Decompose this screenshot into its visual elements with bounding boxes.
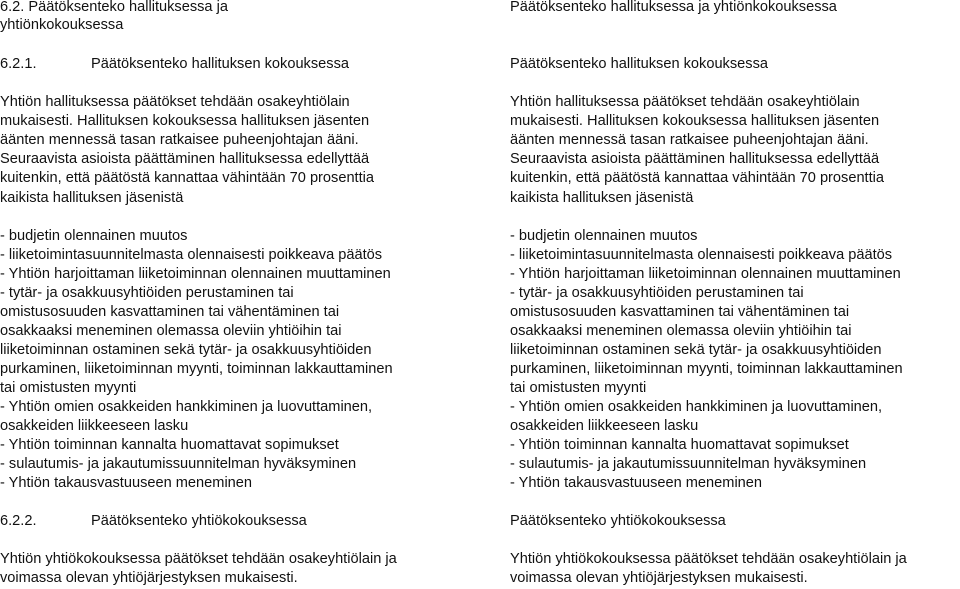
paragraph-line: Yhtiön hallituksessa päätökset tehdään osakeyhtiölain bbox=[0, 94, 350, 110]
paragraph-line: kuitenkin, että päätöstä kannattaa vähintään 70 prosenttia bbox=[0, 170, 375, 186]
paragraph-line: kaikista hallituksen jäsenistä bbox=[510, 190, 694, 206]
paragraph-line: mukaisesti. Hallituksen kokouksessa hallituksen jäsenten bbox=[510, 113, 880, 129]
list-item: liiketoiminnan ostaminen sekä tytär- ja osakkuusyhtiöiden bbox=[510, 342, 882, 358]
list-item: purkaminen, liiketoiminnan myynti, toiminnan lakkauttaminen bbox=[0, 361, 393, 377]
paragraph-line: äänten mennessä tasan ratkaisee puheenjohtajan ääni. bbox=[0, 132, 359, 148]
list-item: - Yhtiön harjoittaman liiketoiminnan olennainen muuttaminen bbox=[510, 266, 901, 282]
subsection-title: Päätöksenteko yhtiökokouksessa bbox=[91, 513, 307, 529]
subsection-number: 6.2.2. bbox=[0, 513, 37, 529]
list-item: - budjetin olennainen muutos bbox=[0, 228, 188, 244]
section-heading: Päätöksenteko hallituksessa ja yhtiönkokouksessa bbox=[510, 0, 837, 15]
paragraph-line: Seuraavista asioista päättäminen hallituksessa edellyttää bbox=[510, 151, 880, 167]
list-item: - sulautumis- ja jakautumissuunnitelman hyväksyminen bbox=[0, 456, 357, 472]
section-heading-line: yhtiönkokouksessa bbox=[0, 17, 124, 33]
paragraph-line: voimassa olevan yhtiöjärjestyksen mukaisesti. bbox=[510, 570, 808, 586]
paragraph-line: Yhtiön hallituksessa päätökset tehdään osakeyhtiölain bbox=[510, 94, 860, 110]
list-item: - Yhtiön takausvastuuseen meneminen bbox=[0, 475, 253, 491]
list-item: - Yhtiön toiminnan kannalta huomattavat sopimukset bbox=[510, 437, 849, 453]
paragraph-line: Seuraavista asioista päättäminen hallituksessa edellyttää bbox=[0, 151, 370, 167]
paragraph-line: voimassa olevan yhtiöjärjestyksen mukaisesti. bbox=[0, 570, 298, 586]
list-item: - tytär- ja osakkuusyhtiöiden perustaminen tai bbox=[0, 285, 294, 301]
list-item: - liiketoimintasuunnitelmasta olennaisesti poikkeava päätös bbox=[0, 247, 383, 263]
subsection-title: Päätöksenteko hallituksen kokouksessa bbox=[91, 56, 349, 72]
list-item: - Yhtiön harjoittaman liiketoiminnan olennainen muuttaminen bbox=[0, 266, 391, 282]
list-item: omistusosuuden kasvattaminen tai vähentäminen tai bbox=[0, 304, 340, 320]
paragraph-line: kuitenkin, että päätöstä kannattaa vähintään 70 prosenttia bbox=[510, 170, 885, 186]
subsection-number: 6.2.1. bbox=[0, 56, 37, 72]
list-item: - budjetin olennainen muutos bbox=[510, 228, 698, 244]
list-item: liiketoiminnan ostaminen sekä tytär- ja osakkuusyhtiöiden bbox=[0, 342, 372, 358]
section-heading-line: 6.2. Päätöksenteko hallituksessa ja bbox=[0, 0, 228, 15]
list-item: - Yhtiön takausvastuuseen meneminen bbox=[510, 475, 763, 491]
paragraph-line: äänten mennessä tasan ratkaisee puheenjohtajan ääni. bbox=[510, 132, 869, 148]
list-item: - Yhtiön omien osakkeiden hankkiminen ja luovuttaminen, bbox=[0, 399, 373, 415]
list-item: tai omistusten myynti bbox=[0, 380, 137, 396]
list-item: osakkaaksi meneminen olemassa oleviin yhtiöihin tai bbox=[510, 323, 852, 339]
list-item: - tytär- ja osakkuusyhtiöiden perustaminen tai bbox=[510, 285, 804, 301]
subsection-title: Päätöksenteko hallituksen kokouksessa bbox=[510, 56, 768, 72]
list-item: - liiketoimintasuunnitelmasta olennaisesti poikkeava päätös bbox=[510, 247, 893, 263]
list-item: purkaminen, liiketoiminnan myynti, toiminnan lakkauttaminen bbox=[510, 361, 903, 377]
paragraph-line: Yhtiön yhtiökokouksessa päätökset tehdään osakeyhtiölain ja bbox=[0, 551, 397, 567]
list-item: - sulautumis- ja jakautumissuunnitelman hyväksyminen bbox=[510, 456, 867, 472]
paragraph-line: Yhtiön yhtiökokouksessa päätökset tehdään osakeyhtiölain ja bbox=[510, 551, 907, 567]
list-item: osakkaaksi meneminen olemassa oleviin yhtiöihin tai bbox=[0, 323, 342, 339]
subsection-title: Päätöksenteko yhtiökokouksessa bbox=[510, 513, 726, 529]
list-item: osakkeiden liikkeeseen lasku bbox=[0, 418, 189, 434]
list-item: - Yhtiön toiminnan kannalta huomattavat sopimukset bbox=[0, 437, 339, 453]
paragraph-line: mukaisesti. Hallituksen kokouksessa hallituksen jäsenten bbox=[0, 113, 370, 129]
list-item: - Yhtiön omien osakkeiden hankkiminen ja luovuttaminen, bbox=[510, 399, 883, 415]
paragraph-line: kaikista hallituksen jäsenistä bbox=[0, 190, 184, 206]
list-item: omistusosuuden kasvattaminen tai vähentäminen tai bbox=[510, 304, 850, 320]
list-item: tai omistusten myynti bbox=[510, 380, 647, 396]
list-item: osakkeiden liikkeeseen lasku bbox=[510, 418, 699, 434]
